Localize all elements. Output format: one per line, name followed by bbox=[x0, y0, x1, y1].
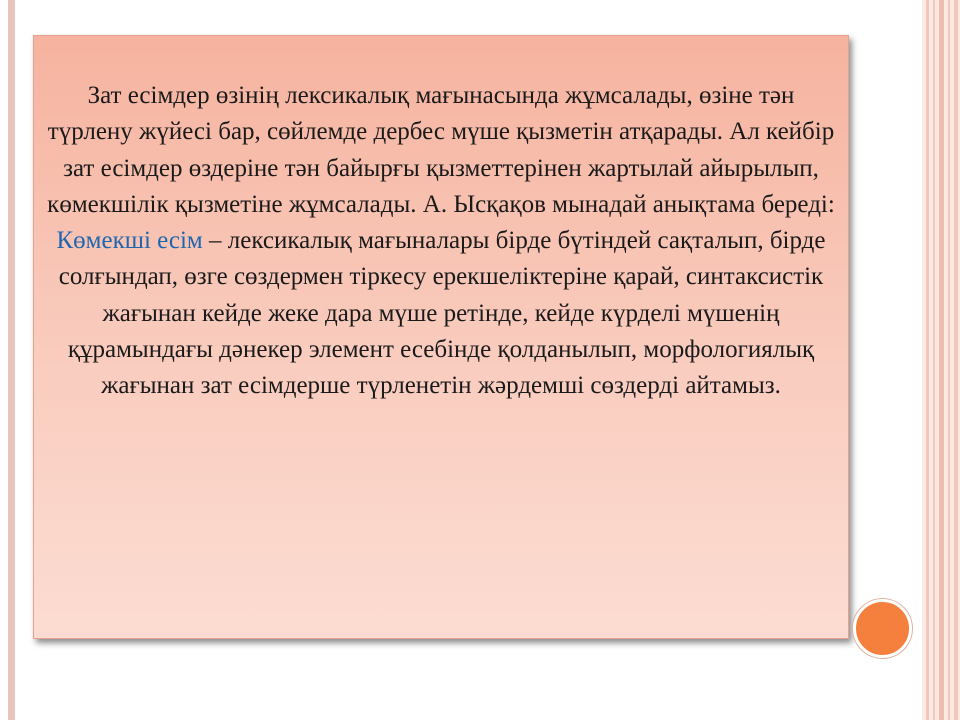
orange-circle-decoration bbox=[853, 599, 912, 658]
slide-text bbox=[46, 78, 836, 405]
stripe bbox=[939, 0, 944, 720]
paragraph-intro: Зат есімдер өзінің лексикалық мағынасында жұмсалады, өзіне тән түрлену жүйесі бар, сөйлемде дербес мүше қызметін атқарады. Ал кейбір зат есімдер өздеріне тән байырғы қызметтерінен жартылай айырылып, көмекшілік қызметіне жұмсалады. А. Ысқақов мынадай анықтама береді: bbox=[47, 82, 835, 218]
stripe bbox=[933, 0, 935, 720]
right-stripes-decoration bbox=[922, 0, 960, 720]
stripe bbox=[954, 0, 958, 720]
left-border-decoration bbox=[8, 0, 15, 720]
definition-text: – лексикалық мағыналары бірде бүтіндей сақталып, бірде солғындап, өзге сөздермен тіркесу ерекшеліктеріне қарай, синтаксистік жағынан кейде жеке дара мүше ретінде, кейде күрделі мүшенің құрамындағы дәнекер элемент есебінде қолданылып, морфологиялық жағынан зат есімдерше түрленетін жәрдемші сөздерді айтамыз. bbox=[58, 227, 826, 400]
content-panel bbox=[33, 35, 849, 639]
stripe bbox=[948, 0, 950, 720]
definition-term: Көмекші есім bbox=[56, 227, 203, 255]
stripe bbox=[926, 0, 929, 720]
